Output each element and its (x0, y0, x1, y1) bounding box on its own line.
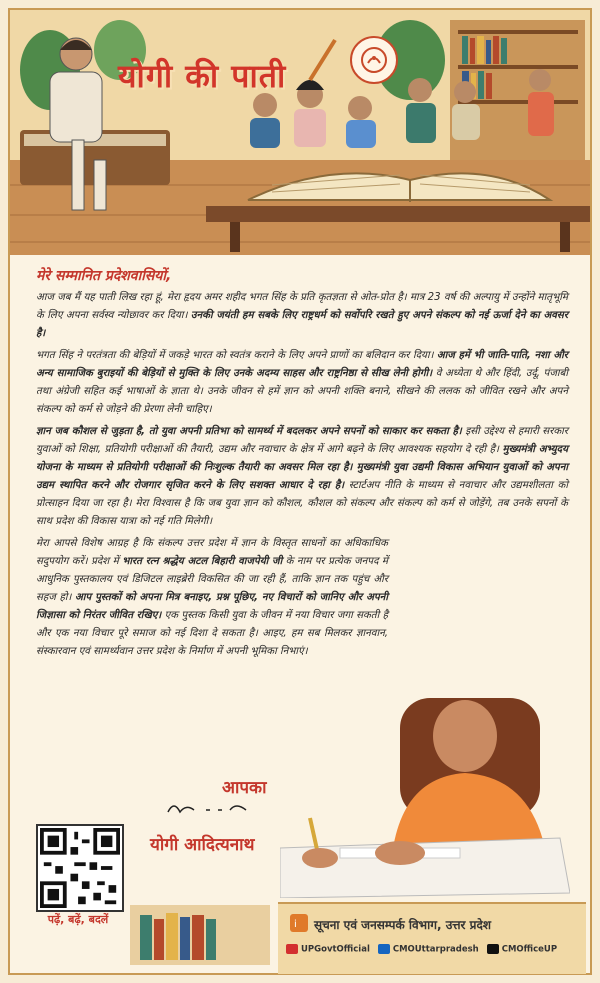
paragraph-3-text-b: स्टार्टअप नीति के माध्यम से नवाचार और उद्यमशीलता को प्रोत्साहन दिया जा रहा है। मेरा विश्वास है कि जब युवा ज्ञान को कौशल, कौशल को संकल्प और संकल्प को कर्म से जोड़ेंगे, तब उनके सपनों के साथ प्रदेश की विकास यात्रा को नई गति मिलेगी। (36, 480, 568, 527)
social-links (286, 944, 557, 955)
paragraph-4-text-b: के नाम पर प्रत्येक जनपद में आधुनिक पुस्तकालय एवं डिजिटल लाइब्रेरी विकसित की जा रही हैं, ताकि ज्ञान तक पहुंच और सहज हो। (36, 556, 389, 603)
signature-closing: आपका (222, 778, 267, 798)
footer-bar (278, 902, 586, 974)
signature-scribble-icon (166, 798, 256, 818)
paragraph-2-text-b: वे अध्येता थे और हिंदी, उर्दू, पंजाबी तथा अंग्रेजी सहित कई भाषाओं के ज्ञाता थे। उनके जीवन से हमें ज्ञान को अपनी शक्ति बनाने, सीखने की ललक को जीवित रखने और अपने संकल्प को कर्म से जोड़ने की प्रेरणा लेनी चाहिए। (36, 368, 569, 415)
paragraph-2 (36, 347, 568, 419)
up-government-emblem-icon (350, 36, 398, 84)
books-decoration (130, 905, 270, 965)
library-scene-illustration (10, 10, 590, 255)
page-title: योगी की पाती (118, 57, 287, 95)
youtube-icon (286, 944, 298, 954)
paragraph-1-emphasis: उनकी जयंती हम सबके लिए राष्ट्रधर्म को सर्वोपरि रखते हुए अपने संकल्प को नई ऊर्जा देने का अवसर है। (36, 310, 568, 339)
paragraph-4-emphasis-a: भारत रत्न श्रद्धेय अटल बिहारी वाजपेयी जी (122, 556, 283, 567)
social-youtube[interactable] (286, 944, 370, 955)
paragraph-1-text: आज जब मैं यह पाती लिख रहा हूं, मेरा हृदय अमर शहीद भगत सिंह के प्रति कृतज्ञता से ओत-प्रोत है। मात्र 23 वर्ष की अल्पायु में उन्होंने मातृभूमि के लिए अपना सर्वस्व न्योछावर कर दिया। (36, 292, 568, 321)
qr-code[interactable] (36, 824, 124, 912)
social-facebook[interactable] (378, 944, 479, 955)
facebook-icon (378, 944, 390, 954)
svg-text:i: i (294, 919, 297, 930)
paragraph-2-emphasis: आज हमें भी जाति-पाति, नशा और अन्य सामाजिक बुराइयों की बेड़ियों से मुक्ति के लिए उनके अदम्य साहस और राष्ट्रनिष्ठा से सीख लेनी होगी। (36, 350, 568, 379)
paragraph-3-text-a: इसी उद्देश्य से हमारी सरकार युवाओं को शिक्षा, प्रतियोगी परीक्षाओं की तैयारी, उद्यम और नवाचार के क्षेत्र में आगे बढ़ने के लिए आवश्यक सहयोग दे रही है। (36, 426, 568, 455)
letter-body (36, 266, 568, 665)
paragraph-3 (36, 423, 568, 531)
signature-name: योगी आदित्यनाथ (150, 835, 255, 855)
letter-greeting: मेरे सम्मानित प्रदेशवासियों, (36, 268, 172, 284)
paragraph-4-text-c: एक पुस्तक किसी युवा के जीवन में नया विचार जगा सकती है और एक नया विचार पूरे समाज को नई दिशा दे सकता है। (36, 610, 388, 639)
x-icon (487, 944, 499, 954)
paragraph-4-emphasis-b: आप पुस्तकों को अपना मित्र बनाइए, प्रश्न पूछिए, नए विचारों को जानिए और अपनी जिज्ञासा को निरंतर जीवित रखिए। (36, 592, 388, 621)
paragraph-2-text-a: भगत सिंह ने परतंत्रता की बेड़ियों में जकड़े भारत को स्वतंत्र कराने के लिए अपने प्राणों का बलिदान कर दिया। (36, 350, 434, 361)
qr-code-icon (40, 828, 120, 908)
social-facebook-label: CMOUttarpradesh (392, 944, 479, 955)
paragraph-3-emphasis-b: मुख्यमंत्री अभ्युदय योजना के माध्यम से प्रतियोगी परीक्षाओं की निःशुल्क तैयारी का अवसर मिल रहा है। मुख्यमंत्री युवा उद्यमी विकास अभियान युवाओं को अपना उद्यम स्थापित करने और रोजगार सृजित करने के लिए सशक्त आधार दे रहा है। (36, 444, 568, 491)
title-block (118, 54, 308, 104)
social-x[interactable] (487, 944, 557, 955)
paragraph-1 (36, 289, 568, 343)
qr-caption: पढ़ें, बढ़ें, बदलें (47, 913, 109, 926)
paragraph-4-text-a: मेरा आपसे विशेष आग्रह है कि संकल्प उत्तर प्रदेश में ज्ञान के विस्तृत साधनों का अधिकाधिक सदुपयोग करें। प्रदेश में (36, 538, 388, 567)
paragraph-4-text-d: आइए, हम सब मिलकर ज्ञानवान, संस्कारवान एवं सामर्थ्यवान उत्तर प्रदेश के निर्माण में अपनी भूमिका निभाएं। (36, 628, 388, 657)
paragraph-3-emphasis-a: ज्ञान जब कौशल से जुड़ता है, तो युवा अपनी प्रतिभा को सामर्थ्य में बदलकर अपने सपनों को साकार कर सकता है। (36, 426, 462, 437)
paragraph-4 (36, 535, 388, 661)
department-name: सूचना एवं जनसम्पर्क विभाग, उत्तर प्रदेश (314, 918, 492, 932)
department-logo-icon (290, 914, 308, 932)
social-youtube-label: UPGovtOfficial (301, 944, 370, 955)
signature-block (150, 775, 267, 855)
header-illustration (10, 10, 590, 255)
chief-minister-portrait (280, 688, 570, 898)
social-x-label: CMOfficeUP (501, 944, 558, 955)
